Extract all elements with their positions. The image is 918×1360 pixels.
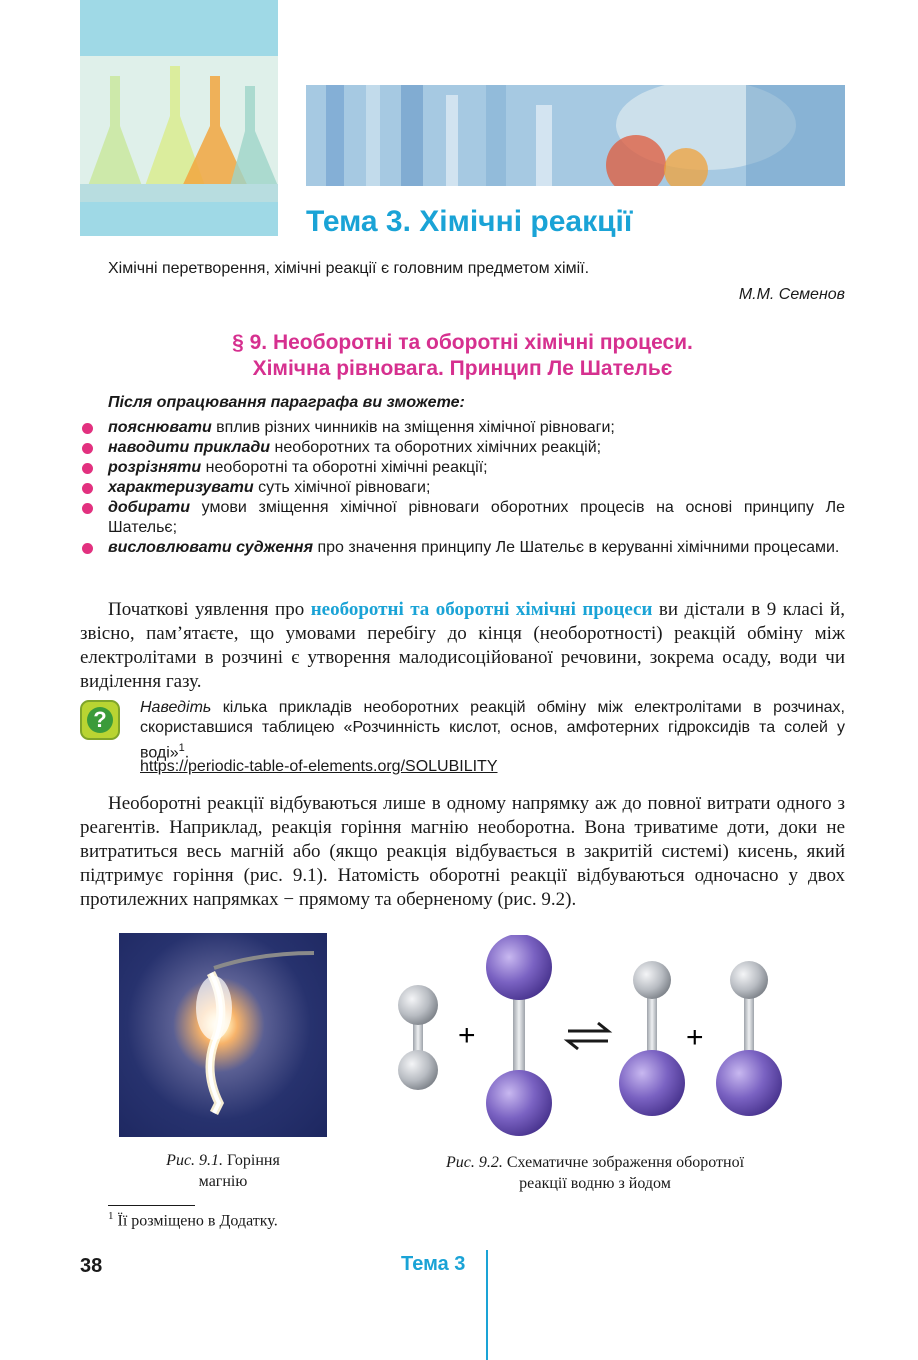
figure-label: Рис. 9.2. bbox=[445, 1154, 503, 1171]
question-icon: ? bbox=[80, 700, 120, 740]
caption-text-2: магнію bbox=[198, 1173, 248, 1190]
header-cyan-block bbox=[80, 0, 278, 56]
goal-verb: пояснювати bbox=[108, 419, 212, 436]
lab-glassware-photo bbox=[80, 56, 278, 202]
plus-sign: + bbox=[686, 1021, 704, 1054]
goals-list bbox=[80, 418, 845, 558]
page-number: 38 bbox=[80, 1255, 103, 1277]
bullet-icon bbox=[82, 483, 93, 494]
bullet-icon bbox=[82, 423, 93, 434]
hydrogen-atom bbox=[398, 1050, 438, 1090]
iodine-atom bbox=[486, 935, 552, 1000]
iodine-atom bbox=[716, 1050, 782, 1116]
goal-text: умови зміщення хімічної рівноваги оборотних процесів на основі принципу Ле Шательє; bbox=[108, 499, 845, 536]
solubility-link[interactable]: https://periodic-table-of-elements.org/SOLUBILITY bbox=[140, 758, 498, 775]
intro-paragraph bbox=[80, 598, 845, 694]
goals-heading: Після опрацювання параграфа ви зможете: bbox=[108, 394, 465, 411]
goal-verb: добирати bbox=[108, 499, 191, 516]
equilibrium-arrows-icon bbox=[568, 1023, 608, 1049]
lab-banner-photo bbox=[306, 85, 845, 186]
hydrogen-atom bbox=[633, 961, 671, 999]
intro-highlight: необоротні та оборотні хімічні процеси bbox=[310, 599, 653, 620]
goal-verb: характеризувати bbox=[108, 479, 254, 496]
goal-text: необоротних та оборотних хімічних реакцій; bbox=[270, 439, 602, 456]
goal-item bbox=[80, 538, 845, 558]
question-lead: Наведіть bbox=[140, 699, 212, 716]
question-footnote-ref: 1 bbox=[178, 742, 185, 754]
question-text bbox=[140, 698, 845, 763]
hydrogen-atom bbox=[730, 961, 768, 999]
footer-divider bbox=[486, 1250, 488, 1360]
figure-label: Рис. 9.1. bbox=[166, 1152, 224, 1169]
epigraph-text: Хімічні перетворення, хімічні реакції є головним предметом хімії. bbox=[108, 260, 590, 277]
goal-text: вплив різних чинників на зміщення хімічної рівноваги; bbox=[211, 419, 615, 436]
question-body: кілька прикладів необоротних реакцій обміну між електролітами в розчинах, скориставшися таблицею «Розчинність кислот, основ, амфотерних гідроксидів та солей у воді» bbox=[140, 699, 845, 762]
goal-text: про значення принципу Ле Шательє в керуванні хімічними процесами. bbox=[313, 539, 840, 556]
footnote-number: 1 bbox=[108, 1210, 114, 1222]
caption-text-2: реакції водню з йодом bbox=[519, 1175, 671, 1192]
main-paragraph: Необоротні реакції відбуваються лише в одному напрямку аж до повної витрати одного з реагентів. Наприклад, реакція горіння магнію необоротна. Вона триватиме доти, доки не витратиться весь магній або (якщо реакція відбувається в закритій системі) кисень, який підтримує горіння (рис. 9.1). Натомість оборотні реакції відбуваються одночасно у двох протилежних напрямках − прямому та оберненому (рис. 9.2). bbox=[80, 793, 845, 910]
footnote-divider bbox=[108, 1205, 195, 1206]
theme-title: Тема 3. Хімічні реакції bbox=[306, 205, 633, 238]
goal-verb: наводити приклади bbox=[108, 439, 271, 456]
iodine-atom bbox=[486, 1070, 552, 1136]
goal-item bbox=[80, 418, 845, 438]
paragraph-title-line1: § 9. Необоротні та оборотні хімічні процеси. bbox=[232, 331, 693, 354]
footnote bbox=[108, 1210, 278, 1230]
figure-9-2-caption bbox=[380, 1152, 810, 1194]
goal-text: необоротні та оборотні хімічні реакції; bbox=[201, 459, 488, 476]
bullet-icon bbox=[82, 443, 93, 454]
epigraph-author: М.М. Семенов bbox=[738, 286, 845, 303]
question-end: . bbox=[184, 744, 190, 762]
goal-verb: розрізняти bbox=[108, 459, 202, 476]
caption-text: Горіння bbox=[223, 1152, 280, 1169]
bullet-icon bbox=[82, 543, 93, 554]
paragraph-title-line2: Хімічна рівновага. Принцип Ле Шательє bbox=[252, 357, 673, 380]
intro-text: Початкові уявлення про bbox=[108, 599, 311, 620]
hydrogen-atom bbox=[398, 985, 438, 1025]
goal-item bbox=[80, 438, 845, 458]
goal-text: суть хімічної рівноваги; bbox=[253, 479, 431, 496]
goal-verb: висловлювати судження bbox=[108, 539, 314, 556]
goal-item bbox=[80, 458, 845, 478]
iodine-atom bbox=[619, 1050, 685, 1116]
caption-text: Схематичне зображення оборотної bbox=[502, 1154, 745, 1171]
h2-i2-reaction-diagram bbox=[390, 935, 790, 1140]
footnote-text: Її розміщено в Додатку. bbox=[113, 1212, 278, 1230]
magnesium-burning-photo bbox=[119, 933, 327, 1137]
figure-9-1-caption bbox=[119, 1150, 327, 1192]
bullet-icon bbox=[82, 463, 93, 474]
header-cyan-bottom bbox=[80, 202, 278, 236]
goal-item bbox=[80, 478, 845, 498]
intro-text-rest: ви дістали в 9 класі й, звісно, пам’ятаєте, що умовами перебігу до кінця (необоротності) реакцій обміну між електролітами в розчині є утворення малодисоційованої речовини, зокрема осаду, води чи виділення газу. bbox=[80, 599, 845, 692]
goal-item bbox=[80, 498, 845, 538]
plus-sign: + bbox=[458, 1019, 476, 1052]
footer-theme: Тема 3 bbox=[401, 1253, 466, 1275]
bullet-icon bbox=[82, 503, 93, 514]
